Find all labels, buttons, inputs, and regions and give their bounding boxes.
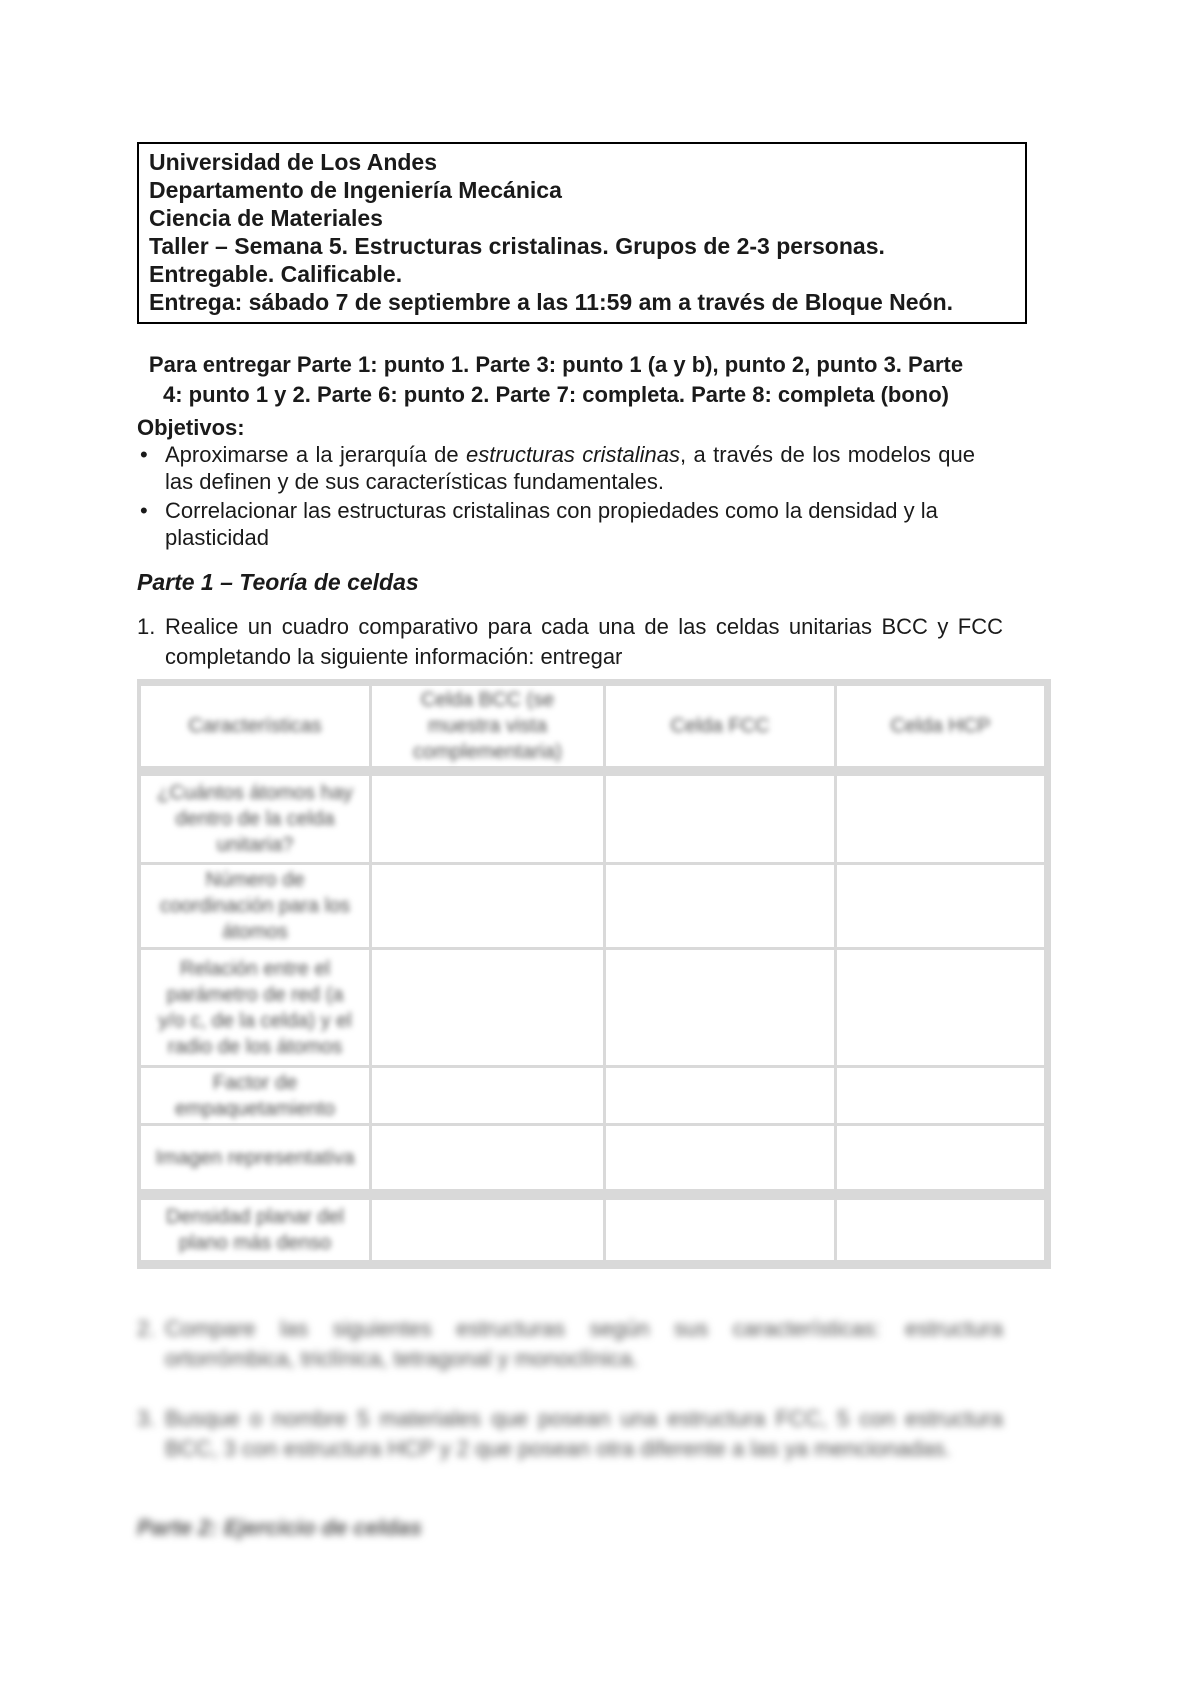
objective-item-2 — [137, 497, 975, 551]
part1-item-2-blurred — [137, 1314, 1003, 1374]
part1-item-1 — [137, 612, 1003, 672]
header-label: Celda FCC — [670, 715, 770, 737]
row-label-cell — [141, 865, 369, 947]
item-2-text: Compare las siguientes estructuras según sus características: estructura ortorrómbica, triclínica, tetragonal y monoclínica. — [165, 1316, 1003, 1371]
empty-cell — [603, 1068, 834, 1123]
row-label-cell — [141, 950, 369, 1065]
objective-1-text-pre: Aproximarse a la jerarquía de — [165, 442, 467, 467]
row-label: Relación entre el parámetro de red (a y/o c, de la celda) y el radio de los átomos — [158, 957, 352, 1058]
objectives-list — [137, 441, 975, 551]
header-label: Celda HCP — [890, 715, 991, 737]
header-cell-celda-bcc — [369, 686, 603, 766]
header-cell-celda-fcc — [603, 686, 834, 766]
empty-cell — [603, 865, 834, 947]
empty-cell — [603, 1200, 834, 1260]
item-number: 2. — [137, 1316, 156, 1341]
row-label: Densidad planar del plano más denso — [166, 1206, 344, 1254]
submission-note: Para entregar Parte 1: punto 1. Parte 3: punto 1 (a y b), punto 2, punto 3. Parte 4: punto 1 y 2. Parte 6: punto 2. Parte 7: completa. Parte 8: completa (bono) — [148, 352, 964, 407]
header-label: Celda BCC (se muestra vista complementaria) — [413, 689, 562, 763]
objective-2-text: Correlacionar las estructuras cristalinas con propiedades como la densidad y la plasticidad — [165, 498, 938, 550]
objectives-heading: Objetivos: — [137, 415, 245, 440]
empty-cell — [834, 1068, 1044, 1123]
empty-cell — [369, 1200, 603, 1260]
workshop-title: Taller – Semana 5. Estructuras cristalinas. Grupos de 2-3 personas. — [149, 233, 885, 259]
table-row — [141, 1065, 1044, 1123]
header-label: Características — [188, 715, 322, 737]
university-name: Universidad de Los Andes — [149, 149, 437, 175]
table-row — [141, 1189, 1044, 1260]
empty-cell — [369, 1068, 603, 1123]
item-number: 3. — [137, 1406, 156, 1431]
item-3-text: Busque o nombre 5 materiales que posean una estructura FCC, 5 con estructura BCC, 3 con estructura HCP y 2 que posean otra diferente a las ya mencionadas. — [165, 1406, 1003, 1461]
row-label-cell — [141, 1126, 369, 1189]
department-name: Departamento de Ingeniería Mecánica — [149, 177, 562, 203]
row-label-cell — [141, 776, 369, 862]
empty-cell — [834, 1200, 1044, 1260]
deliverable-note: Entregable. Calificable. — [149, 261, 403, 287]
table-row — [141, 947, 1044, 1065]
course-header-box — [137, 142, 1027, 324]
table-row — [141, 1123, 1044, 1189]
table-row — [141, 766, 1044, 862]
row-label: Factor de empaquetamiento — [174, 1071, 336, 1120]
empty-cell — [369, 1126, 603, 1189]
comparison-table — [137, 679, 1051, 1269]
bullet-icon: • — [140, 442, 148, 467]
row-label: ¿Cuántos átomos hay dentro de la celda unitaria? — [157, 782, 353, 856]
empty-cell — [369, 865, 603, 947]
row-label: Número de coordinación para los átomos — [159, 869, 351, 943]
bullet-icon: • — [140, 498, 148, 523]
due-date-note: Entrega: sábado 7 de septiembre a las 11:59 am a través de Bloque Neón. — [149, 289, 954, 315]
empty-cell — [834, 1126, 1044, 1189]
empty-cell — [369, 776, 603, 862]
item-number: 1. — [137, 614, 156, 639]
objective-1-text-italic: estructuras cristalinas — [466, 442, 681, 467]
course-name: Ciencia de Materiales — [149, 205, 383, 231]
part1-item-3-blurred — [137, 1404, 1003, 1464]
table-header-row — [141, 686, 1044, 766]
document-content — [137, 142, 1051, 1541]
objective-1-text-post: , a través de los modelos que las definen y de sus características fundamentales. — [165, 442, 976, 494]
empty-cell — [834, 950, 1044, 1065]
row-label: Imagen representativa — [155, 1146, 355, 1169]
header-cell-celda-hcp — [834, 686, 1044, 766]
empty-cell — [369, 950, 603, 1065]
table-row — [141, 862, 1044, 947]
empty-cell — [834, 865, 1044, 947]
empty-cell — [603, 1126, 834, 1189]
empty-cell — [603, 950, 834, 1065]
header-cell-caracteristicas — [141, 686, 369, 766]
row-label-cell — [141, 1068, 369, 1123]
empty-cell — [603, 776, 834, 862]
item-1-text: Realice un cuadro comparativo para cada una de las celdas unitarias BCC y FCC completando la siguiente información: entregar — [165, 614, 1003, 669]
part2-heading-blurred: Parte 2: Ejercicio de celdas — [137, 1515, 422, 1540]
row-label-cell — [141, 1200, 369, 1260]
part1-heading: Parte 1 – Teoría de celdas — [137, 569, 419, 595]
objective-item-1 — [137, 441, 975, 495]
empty-cell — [834, 776, 1044, 862]
